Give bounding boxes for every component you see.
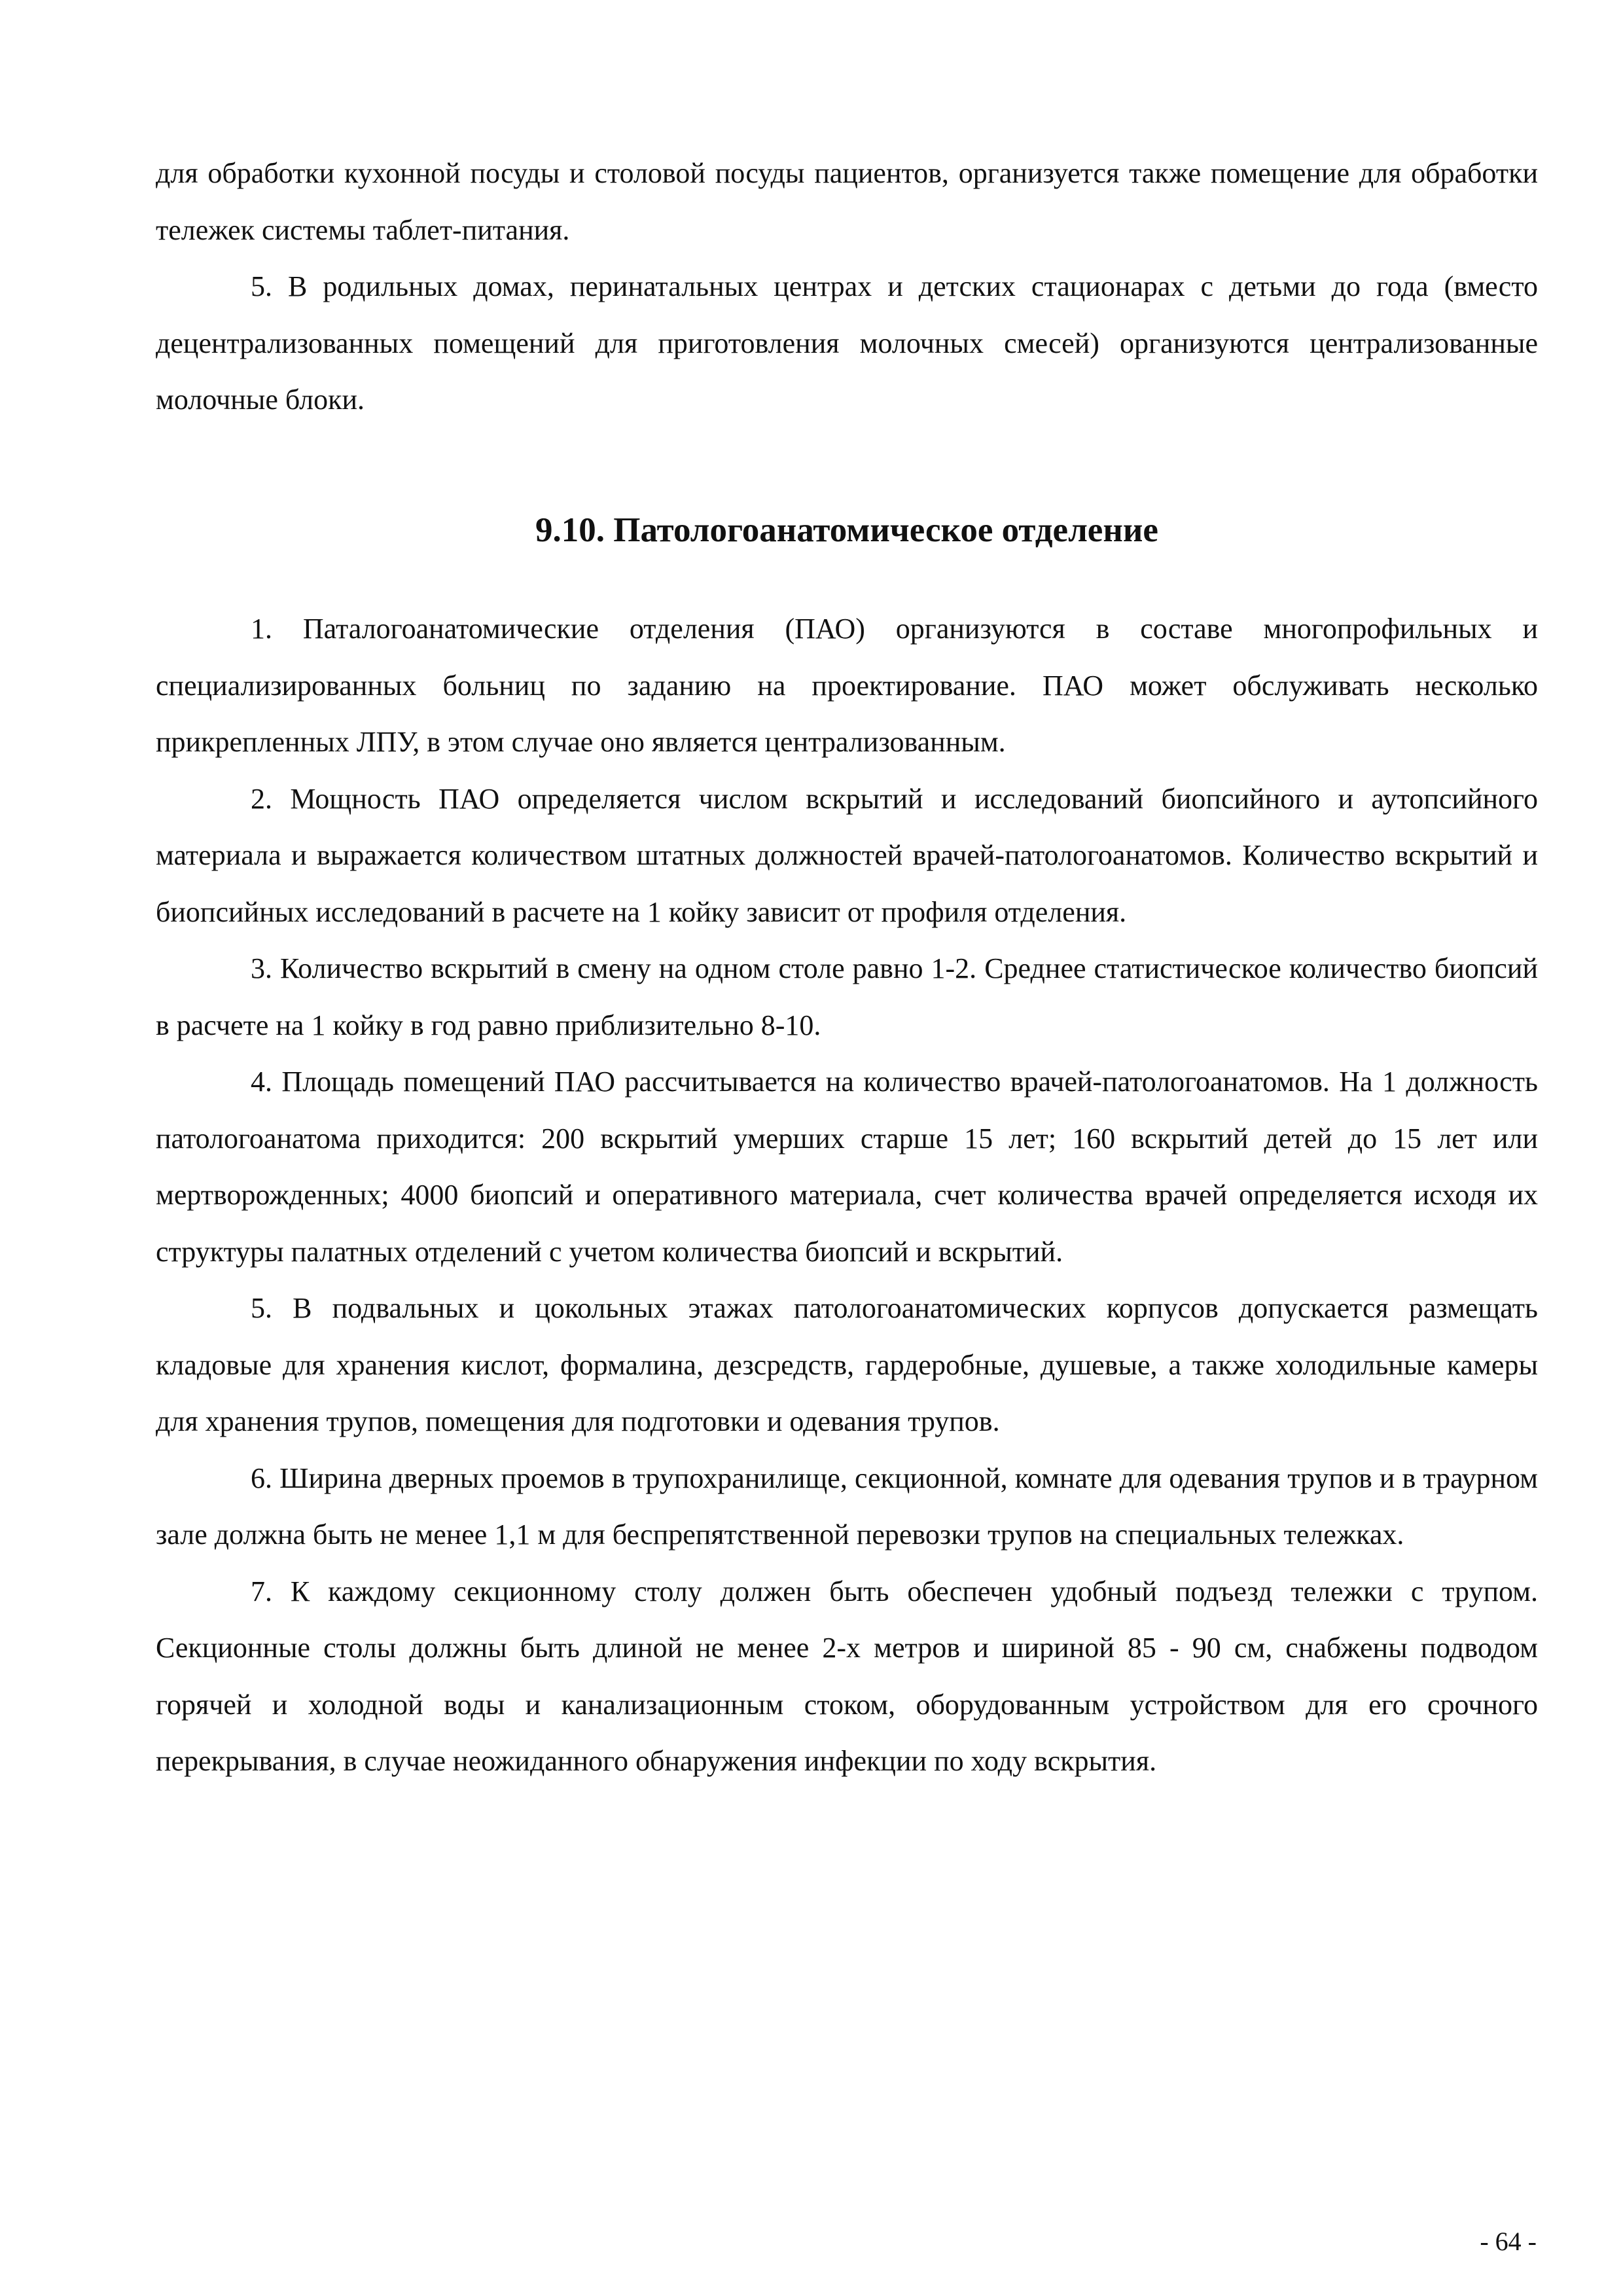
section-body bbox=[156, 601, 1538, 1790]
paragraph-5-maternity: 5. В родильных домах, перинатальных центрах и детских стационарах с детьми до года (вместо децентрализованных помещений для приготовления молочных смесей) организуются централизованные молочные блоки. bbox=[156, 270, 1538, 416]
section-paragraph-7: 7. К каждому секционному столу должен быть обеспечен удобный подъезд тележки с трупом. Секционные столы должны быть длиной не менее 2-х метров и шириной 85 - 90 см, снабжены подводом горячей и холодной воды и канализационным стоком, оборудованным устройством для его срочного перекрывания, в случае неожиданного обнаружения инфекции по ходу вскрытия. bbox=[156, 1575, 1538, 1777]
section-paragraph-4: 4. Площадь помещений ПАО рассчитывается на количество врачей-патологоанатомов. На 1 должность патологоанатома приходится: 200 вскрытий умерших старше 15 лет; 160 вскрытий детей до 15 лет или мертворожденных; 4000 биопсий и оперативного материала, счет количества врачей определяется исходя их структуры палатных отделений с учетом количества биопсий и вскрытий. bbox=[156, 1066, 1538, 1268]
paragraph-continuation: для обработки кухонной посуды и столовой посуды пациентов, организуется также помещение для обработки тележек системы таблет-питания. bbox=[156, 157, 1538, 246]
section-paragraph-1: 1. Паталогоанатомические отделения (ПАО) организуются в составе многопрофильных и специализированных больниц по заданию на проектирование. ПАО может обслуживать несколько прикрепленных ЛПУ, в этом случае оно является централизованным. bbox=[156, 613, 1538, 758]
section-paragraph-5: 5. В подвальных и цокольных этажах патологоанатомических корпусов допускается размещать кладовые для хранения кислот, формалина, дезсредств, гардеробные, душевые, а также холодильные камеры для хранения трупов, помещения для подготовки и одевания трупов. bbox=[156, 1292, 1538, 1437]
section-paragraph-3: 3. Количество вскрытий в смену на одном столе равно 1-2. Среднее статистическое количество биопсий в расчете на 1 койку в год равно приблизительно 8-10. bbox=[156, 952, 1538, 1041]
page-number: - 64 - bbox=[1480, 2227, 1537, 2256]
top-text-block bbox=[156, 145, 1538, 429]
section-heading: 9.10. Патологоанатомическое отделение bbox=[535, 511, 1158, 549]
section-paragraph-2: 2. Мощность ПАО определяется числом вскрытий и исследований биопсийного и аутопсийного материала и выражается количеством штатных должностей врачей-патологоанатомов. Количество вскрытий и биопсийных исследований в расчете на 1 койку зависит от профиля отделения. bbox=[156, 782, 1538, 928]
section-paragraph-6: 6. Ширина дверных проемов в трупохранилище, секционной, комнате для одевания трупов и в траурном зале должна быть не менее 1,1 м для беспрепятственной перевозки трупов на специальных тележках. bbox=[156, 1462, 1538, 1551]
